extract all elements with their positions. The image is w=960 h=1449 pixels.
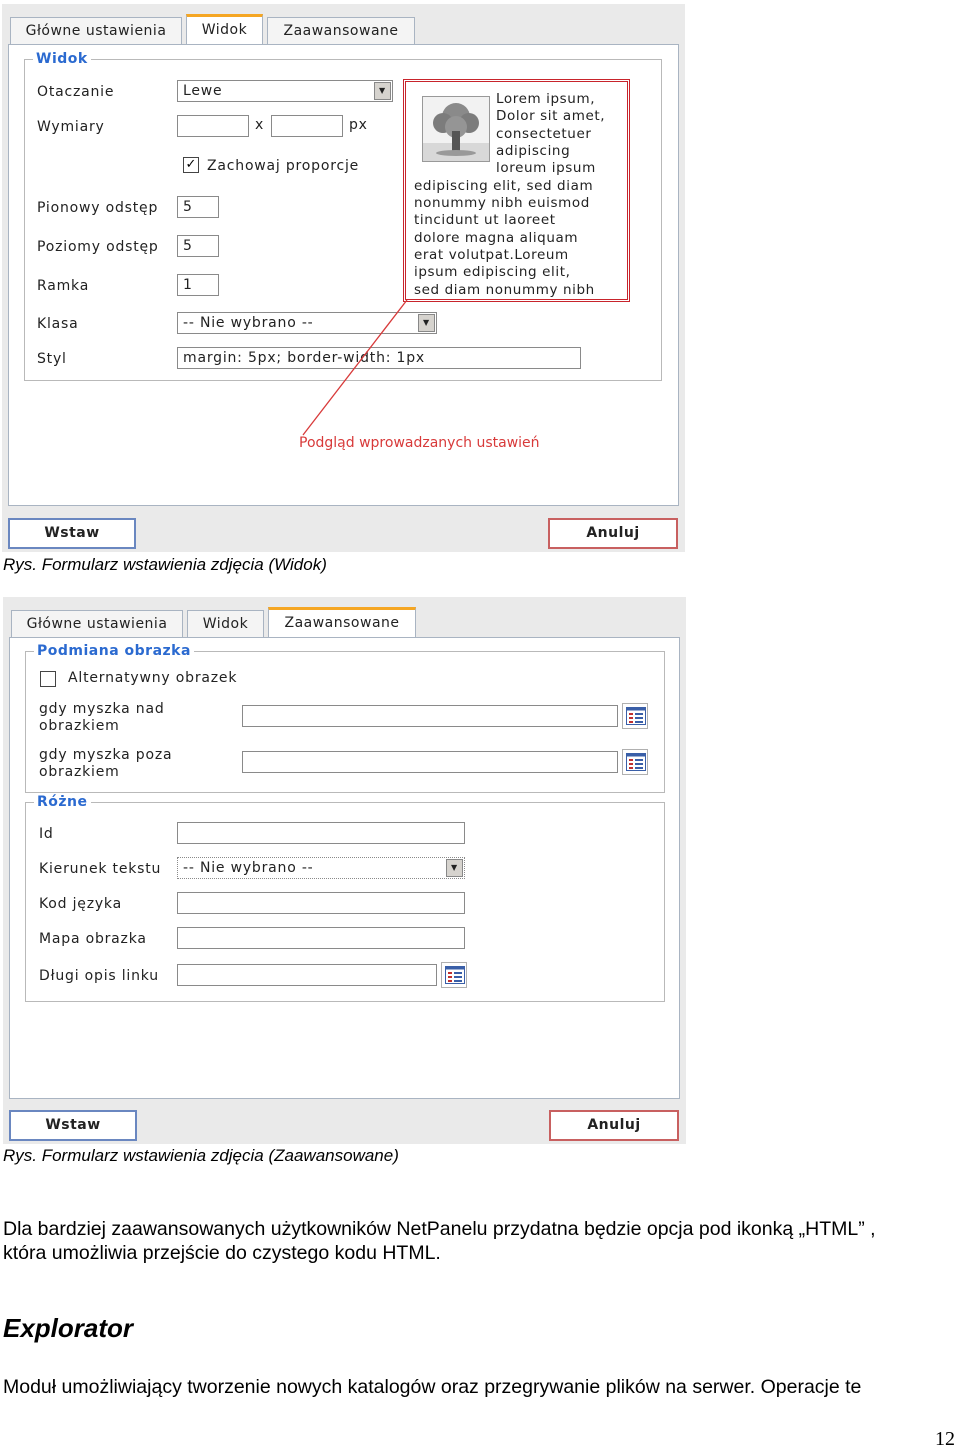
page-number: 12 (935, 1428, 955, 1449)
preview-note: Podgląd wprowadzanych ustawień (299, 435, 540, 451)
browse-icon[interactable] (441, 962, 467, 988)
tab-advanced[interactable]: Zaawansowane (268, 607, 416, 638)
label-class: Klasa (37, 316, 79, 332)
tab-advanced[interactable]: Zaawansowane (267, 17, 415, 45)
tab-general[interactable]: Główne ustawienia (11, 610, 183, 638)
preview-line: consectetuer (496, 126, 592, 142)
preview-line: edipiscing elit, sed diam (414, 178, 594, 194)
tab-general[interactable]: Główne ustawienia (10, 17, 182, 45)
paragraph-line: która umożliwia przejście do czystego kodu HTML. (3, 1242, 441, 1264)
tab-bar (2, 4, 685, 44)
chevron-down-icon[interactable]: ▼ (446, 859, 463, 877)
cancel-button[interactable]: Anuluj (549, 1110, 679, 1141)
keep-ratio-label: Zachowaj proporcje (207, 158, 360, 174)
paragraph-line: Dla bardziej zaawansowanych użytkowników NetPanelu przydatna będzie opcja pod ikonką „HTML” , (3, 1218, 876, 1240)
tab-view[interactable]: Widok (187, 610, 264, 638)
label-vspace: Pionowy odstęp (37, 200, 159, 216)
insert-button[interactable]: Wstaw (8, 518, 136, 549)
browse-icon[interactable] (622, 703, 648, 729)
label-mouse-over: obrazkiem (39, 718, 120, 734)
tab-view[interactable]: Widok (186, 14, 263, 45)
label-id: Id (39, 826, 54, 842)
alt-image-checkbox[interactable] (40, 671, 56, 687)
paragraph-line: Moduł umożliwiający tworzenie nowych katalogów oraz przegrywanie plików na serwer. Operacje te (3, 1376, 862, 1398)
label-image-map: Mapa obrazka (39, 931, 147, 947)
preview-line: sed diam nonummy nibh (414, 282, 595, 298)
alt-image-label: Alternatywny obrazek (68, 670, 238, 686)
figure-caption: Rys. Formularz wstawienia zdjęcia (Zaawansowane) (3, 1146, 399, 1165)
preview-line: adipiscing (496, 143, 571, 159)
fieldset-legend: Widok (33, 51, 91, 67)
preview-line: Dolor sit amet, (496, 108, 606, 124)
screenshot-advanced-tab (3, 597, 686, 1144)
class-select-value: -- Nie wybrano -- (183, 315, 314, 331)
id-input[interactable] (177, 822, 465, 844)
fieldset-legend: Różne (34, 794, 91, 810)
text-direction-value: -- Nie wybrano -- (183, 860, 314, 876)
insert-button[interactable]: Wstaw (9, 1110, 137, 1141)
preview-line: dolore magna aliquam (414, 230, 579, 246)
mouse-out-input[interactable] (242, 751, 618, 773)
preview-line: nonummy nibh euismod (414, 195, 590, 211)
label-wrap: Otaczanie (37, 84, 115, 100)
lang-code-input[interactable] (177, 892, 465, 914)
preview-line: ipsum edipiscing elit, (414, 264, 571, 280)
preview-line: tincidunt ut laoreet (414, 212, 556, 228)
label-text-direction: Kierunek tekstu (39, 861, 162, 877)
label-mouse-out: obrazkiem (39, 764, 120, 780)
vspace-input[interactable]: 5 (177, 196, 219, 218)
text-direction-select[interactable] (177, 857, 465, 879)
fieldset-legend: Podmiana obrazka (34, 643, 194, 659)
section-heading: Explorator (3, 1313, 134, 1343)
label-lang-code: Kod języka (39, 896, 122, 912)
preview-line: Lorem ipsum, (496, 91, 596, 107)
tab-bar (3, 597, 686, 637)
label-hspace: Poziomy odstęp (37, 239, 159, 255)
chevron-down-icon[interactable]: ▼ (374, 82, 391, 100)
label-size: Wymiary (37, 119, 105, 135)
tab-panel (9, 637, 680, 1099)
label-mouse-out: gdy myszka poza (39, 747, 173, 763)
tab-panel (8, 44, 679, 506)
border-input[interactable]: 1 (177, 274, 219, 296)
mouse-over-input[interactable] (242, 705, 618, 727)
size-separator: x (255, 117, 265, 133)
browse-icon[interactable] (622, 749, 648, 775)
image-map-input[interactable] (177, 927, 465, 949)
long-desc-input[interactable] (177, 964, 437, 986)
label-long-desc: Długi opis linku (39, 968, 159, 984)
screenshot-view-tab (2, 4, 685, 552)
size-unit: px (349, 117, 368, 133)
hspace-input[interactable]: 5 (177, 235, 219, 257)
figure-caption: Rys. Formularz wstawienia zdjęcia (Widok) (3, 555, 327, 574)
label-border: Ramka (37, 278, 90, 294)
style-input[interactable]: margin: 5px; border-width: 1px (177, 347, 581, 369)
chevron-down-icon[interactable]: ▼ (418, 314, 435, 332)
wrap-select-value: Lewe (183, 83, 223, 99)
keep-ratio-checkbox[interactable]: ✓ (183, 157, 199, 173)
preview-line: loreum ipsum (496, 160, 596, 176)
label-style: Styl (37, 351, 67, 367)
label-mouse-over: gdy myszka nad (39, 701, 165, 717)
cancel-button[interactable]: Anuluj (548, 518, 678, 549)
preview-line: erat volutpat.Loreum (414, 247, 569, 263)
